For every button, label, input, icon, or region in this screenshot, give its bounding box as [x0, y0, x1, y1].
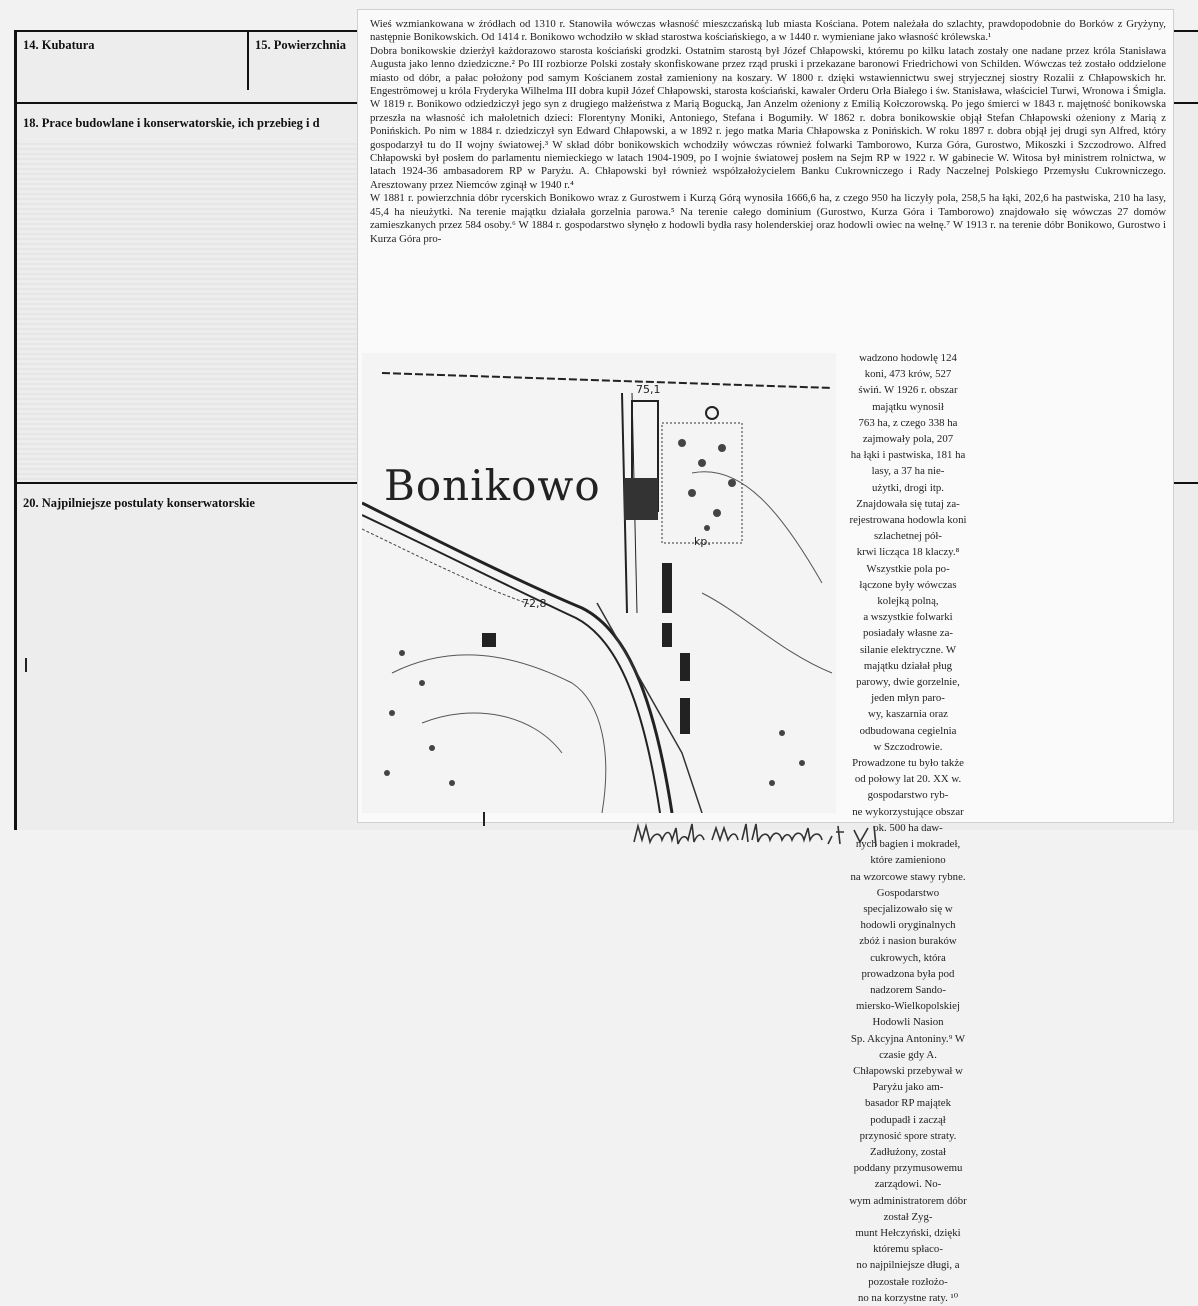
column-line: wy, kaszarnia oraz odbudowana cegielnia: [859, 708, 957, 737]
column-line: miersko-Wielkopolskiej Hodowli Nasion: [856, 1000, 960, 1029]
column-line: rejestrowana hodowla koni szlachetnej pół-: [849, 514, 967, 543]
column-line: krwi licząca 18 klaczy.⁸ Wszystkie pola po-: [856, 546, 960, 575]
column-line: no najpilniejsze długi, a pozostałe rozłożo-: [856, 1259, 960, 1288]
form-scan-shade: [17, 140, 362, 480]
column-line: wadzono hodowlę 124 koni, 473 krów, 527: [859, 352, 957, 381]
historic-map: [362, 353, 836, 813]
field-15-label: 15. Powierzchnia: [255, 38, 346, 52]
handwritten-signature: [632, 818, 892, 850]
map-elevation-label: 75,1: [636, 383, 661, 396]
column-line: 763 ha, z czego 338 ha zajmowały pola, 207: [858, 416, 958, 446]
column-line: no na korzystne raty. ¹⁰: [857, 1291, 959, 1304]
form-divider: [247, 30, 249, 90]
column-line: munt Hełczyński, dzięki któremu spłaco-: [855, 1226, 961, 1256]
column-line: ha łąki i pastwiska, 181 ha lasy, a 37 ha nie-: [850, 449, 966, 478]
scan-mark: [25, 658, 27, 672]
field-20-label: 20. Najpilniejsze postulaty konserwatorskie: [23, 496, 255, 510]
column-line: od połowy lat 20. XX w. gospodarstwo ryb-: [854, 773, 962, 802]
map-elevation-label: 72,8: [522, 597, 547, 610]
column-line: specjalizowało się w hodowli oryginalnych: [860, 902, 956, 932]
column-line: przynosić spore straty. Zadłużony, został: [859, 1129, 957, 1158]
article-text: [370, 18, 1166, 246]
article-paragraph: Dobra bonikowskie dzierżył każdorazowo starosta kościański grodzki. Ostatnim starostą był Józef Chłapowski, któremu po kilku latach zostały one nadane przez króla Stanisława Augusta jako lenno dziedziczne.² Po III rozbiorze Polski zostały skonfiskowane przez rząd pruski i przekazane baronowi Friedrichowi von Schilden. Wówczas też zostało oddzielone miasto od dóbr, a pałac położony pod samym Kościanem został zamieniony na koszary. W 1800 r. dzięki wstawiennictwu swej stryjecznej siostry Rozalii z Chłapowskich hr. Engeströmowej u króla Fryderyka Wilhelma III dobra kupił Józef Chłapowski, starosta kościański, kawaler Orderu Orła Białego i św. Stanisława, właściciel Turwi, Wronowa i Śmigla. W 1819 r. Bonikowo odziedziczył jego syn z drugiego małżeństwa z Marią Bogucką, Jan Anzelm ożeniony z Emilią Kołczorowską. Po jego śmierci w 1843 r. majętność bonikowska przeszła na własność ich małoletnich dzieci: Florentyny Moniki, Antoniego, Stefana i Bogumiły. W 1862 r. dobra bonikowskie objął Stefan Chłapowski ożeniony z Marią z Ponińskich. Po nim w 1884 r. dziedziczył syn Edward Chłapowski, a w 1892 r. jego matka Maria Chłapowska z Ponińskich. W roku 1897 r. dobra objął jej drugi syn Alfred, który gospodarzył tu do II wojny światowej.³ W skład dóbr bonikowskich wchodziły wówczas również folwarki Tamborowo, Kurza Góra, Gurostwo, Mikoszki i Szczodrowo. Alfred Chłapowski był posłem do parlamentu niemieckiego w latach 1904-1909, po I wojnie światowej posłem na Sejm RP w 1922 r. W gabinecie W. Witosa był ministrem rolnictwa, w latach 1924-36 ambasadorem RP w Paryżu. A. Chłapowski był również współzałożycielem Banku Cukrowniczego i Rady Naczelnej Polskiego Przemysłu Cukrowniczego. Aresztowany przez Niemców zginął w 1940 r.⁴: [370, 44, 1166, 191]
map-kp-label: kp.: [694, 535, 711, 548]
column-line: prowadzona była pod nadzorem Sando-: [861, 967, 955, 996]
column-line: użytki, drogi itp. Znajdowała się tutaj za-: [856, 481, 960, 510]
column-line: łączone były wówczas kolejką polną,: [859, 578, 957, 608]
column-line: basador RP majątek podupadł i zaczął: [865, 1097, 951, 1126]
column-line: zbóż i nasion buraków cukrowych, która: [859, 935, 957, 964]
article-paragraph: W 1881 r. powierzchnia dóbr rycerskich Bonikowo wraz z Gurostwem i Kurzą Górą wynosiła 1666,6 ha, z czego 950 ha liczyły pola, 258,5 ha łąki, 202,6 ha pastwiska, 210 ha lasy, 45,4 ha nieużytki. Na terenie majątku działała gorzelnia parowa.⁵ Na terenie całego dominium (Gurostwo, Kurza Góra i Tamborowo) znajdowało się wówczas 27 domów zamieszkanych przez 584 osoby.⁶ W 1884 r. gospodarstwo słynęło z hodowli bydła rasy holenderskiej oraz hodowli owiec na wełnę.⁷ W 1913 r. na terenie dóbr Bonikowo, Gurostwo i Kurza Góra pro-: [370, 192, 1166, 245]
column-line: poddany przymusowemu zarządowi. No-: [853, 1162, 963, 1191]
map-place-name: Bonikowo: [384, 461, 601, 510]
column-line: nych bagien i mokradeł, które zamieniono: [855, 838, 961, 867]
column-line: silanie elektryczne. W majątku działał pług: [859, 643, 957, 672]
scan-mark: [483, 812, 485, 826]
article-page: [358, 10, 1173, 1304]
map-drawing: [362, 353, 836, 813]
column-line: wym administratorem dóbr został Zyg-: [849, 1194, 967, 1223]
column-line: parowy, dwie gorzelnie, jeden młyn paro-: [856, 676, 960, 705]
column-line: w Szczodrowie. Prowadzone tu było także: [852, 740, 964, 770]
column-line: ne wykorzystujące obszar ok. 500 ha daw-: [852, 805, 964, 834]
column-line: na wzorcowe stawy rybne. Gospodarstwo: [850, 870, 966, 899]
column-line: Sp. Akcyjna Antoniny.⁹ W czasie gdy A.: [850, 1032, 966, 1061]
field-14-label: 14. Kubatura: [23, 38, 95, 52]
column-line: świń. W 1926 r. obszar majątku wynosił: [858, 384, 958, 413]
field-18-label: 18. Prace budowlane i konserwatorskie, ich przebieg i d: [23, 116, 320, 130]
column-line: Chłapowski przebywał w Paryżu jako am-: [853, 1064, 963, 1094]
column-line: a wszystkie folwarki posiadały własne za-: [863, 611, 953, 640]
article-paragraph: Wieś wzmiankowana w źródłach od 1310 r. Stanowiła wówczas własność mieszczańską lub miasta Kościana. Potem należała do szlachty, prawdopodobnie do Borków z Gryżyny, następnie Bonikowskich. Od 1414 r. Bonikowo wchodziło w skład starostwa kościańskiego, a w 1440 r. wymieniane jako własność królewska.¹: [370, 18, 1166, 44]
